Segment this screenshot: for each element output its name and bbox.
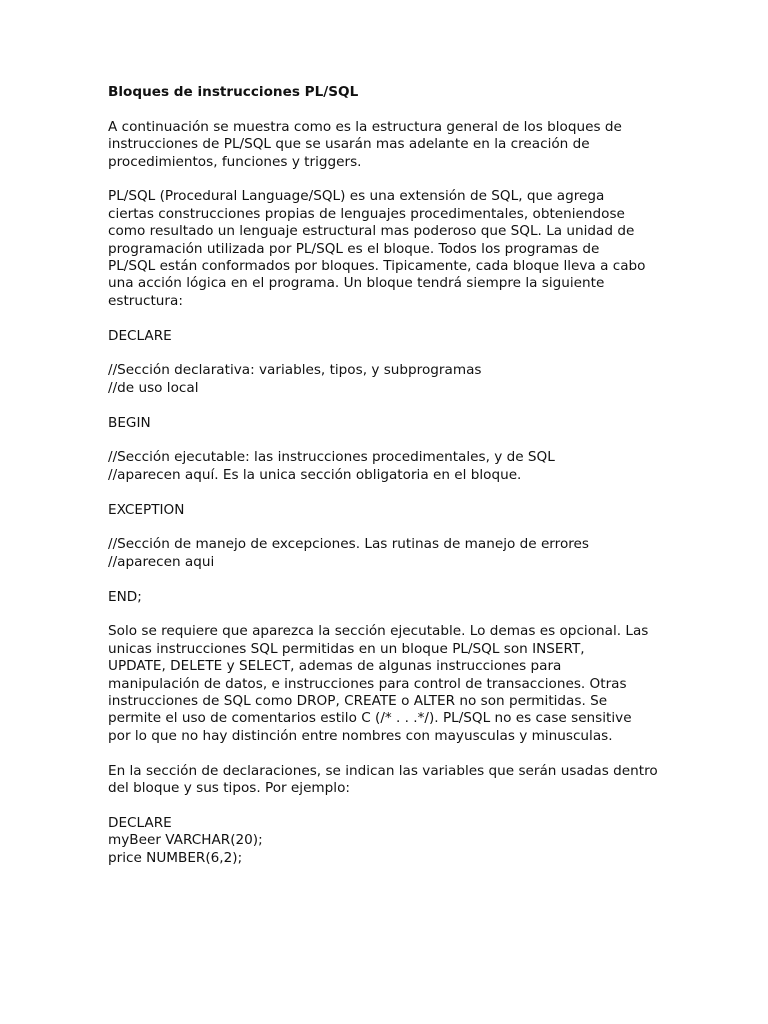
- text-line: instrucciones de SQL como DROP, CREATE o ALTER no son permitidas. Se: [108, 693, 608, 710]
- text-line: permite el uso de comentarios estilo C (/* . . .*/). PL/SQL no es case sensitive: [108, 710, 632, 727]
- text-line: DECLARE: [108, 327, 172, 344]
- text-line: //aparecen aqui: [108, 553, 215, 570]
- text-line: procedimientos, funciones y triggers.: [108, 153, 362, 170]
- paragraph: [108, 119, 668, 171]
- paragraph: [108, 362, 668, 397]
- text-line: //Sección ejecutable: las instrucciones procedimentales, y de SQL: [108, 449, 555, 466]
- text-line: como resultado un lenguaje estructural mas poderoso que SQL. La unidad de: [108, 223, 635, 240]
- text-line: //Sección declarativa: variables, tipos, y subprogramas: [108, 362, 482, 379]
- text-line: BEGIN: [108, 414, 151, 431]
- text-line: //aparecen aquí. Es la unica sección obligatoria en el bloque.: [108, 466, 522, 483]
- text-line: END;: [108, 588, 142, 605]
- text-line: programación utilizada por PL/SQL es el bloque. Todos los programas de: [108, 240, 600, 257]
- document-body: [108, 119, 668, 867]
- text-line: del bloque y sus tipos. Por ejemplo:: [108, 780, 350, 797]
- text-line: PL/SQL están conformados por bloques. Tipicamente, cada bloque lleva a cabo: [108, 258, 646, 275]
- text-line: myBeer VARCHAR(20);: [108, 832, 263, 849]
- text-line: ciertas construcciones propias de lenguajes procedimentales, obteniendose: [108, 205, 625, 222]
- text-line: EXCEPTION: [108, 501, 185, 518]
- text-line: DECLARE: [108, 814, 172, 831]
- text-line: //Sección de manejo de excepciones. Las rutinas de manejo de errores: [108, 536, 590, 553]
- text-line: manipulación de datos, e instrucciones para control de transacciones. Otras: [108, 675, 627, 692]
- paragraph: [108, 415, 668, 432]
- text-line: Solo se requiere que aparezca la sección ejecutable. Lo demas es opcional. Las: [108, 623, 649, 640]
- paragraph: [108, 188, 668, 310]
- text-line: En la sección de declaraciones, se indican las variables que serán usadas dentro: [108, 762, 658, 779]
- paragraph: [108, 502, 668, 519]
- text-line: estructura:: [108, 292, 183, 309]
- paragraph: [108, 589, 668, 606]
- paragraph: [108, 763, 668, 798]
- paragraph: [108, 623, 668, 745]
- text-line: PL/SQL (Procedural Language/SQL) es una extensión de SQL, que agrega: [108, 188, 605, 205]
- text-line: unicas instrucciones SQL permitidas en un bloque PL/SQL son INSERT,: [108, 640, 585, 657]
- paragraph: [108, 815, 668, 867]
- text-line: //de uso local: [108, 379, 199, 396]
- document-page: [108, 84, 668, 884]
- paragraph: [108, 449, 668, 484]
- text-line: una acción lógica en el programa. Un bloque tendrá siempre la siguiente: [108, 275, 605, 292]
- paragraph: [108, 328, 668, 345]
- text-line: price NUMBER(6,2);: [108, 849, 243, 866]
- text-line: A continuación se muestra como es la estructura general de los bloques de: [108, 118, 622, 135]
- document-title: Bloques de instrucciones PL/SQL: [108, 84, 359, 100]
- paragraph: [108, 536, 668, 571]
- text-line: instrucciones de PL/SQL que se usarán mas adelante en la creación de: [108, 136, 590, 153]
- text-line: UPDATE, DELETE y SELECT, ademas de algunas instrucciones para: [108, 658, 562, 675]
- text-line: por lo que no hay distinción entre nombres con mayusculas y minusculas.: [108, 727, 613, 744]
